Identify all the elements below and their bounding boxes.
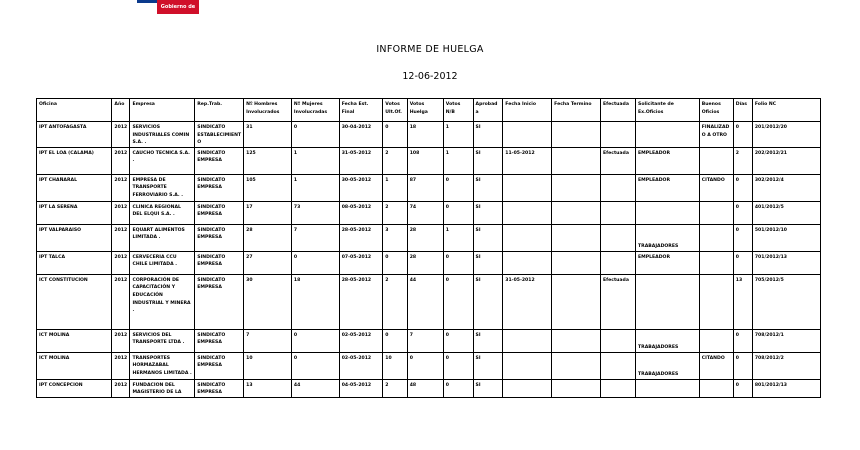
- cell-efectuada: Efectuada: [600, 147, 635, 174]
- cell-mujeres: 0: [291, 251, 339, 274]
- cell-buenos-oficios: [699, 274, 733, 329]
- cell-folio-nc: 708/2012/1: [752, 329, 820, 352]
- cell-mujeres: 0: [291, 329, 339, 352]
- header-votos-ult-of: Votos Ult.Of.: [383, 99, 407, 122]
- cell-dias: 0: [733, 201, 752, 224]
- cell-buenos-oficios: [699, 379, 733, 397]
- cell-votos-huelga: 28: [407, 251, 443, 274]
- cell-anio: 2012: [112, 122, 130, 148]
- header-folio-nc: Folio NC: [752, 99, 820, 122]
- cell-mujeres: 0: [291, 352, 339, 379]
- header-dias: Días: [733, 99, 752, 122]
- cell-anio: 2012: [112, 174, 130, 201]
- table-row: [37, 122, 821, 148]
- header-oficina: Oficina: [37, 99, 112, 122]
- cell-hombres: 7: [244, 329, 292, 352]
- cell-fecha-termino: [552, 379, 601, 397]
- table-row: [37, 329, 821, 352]
- cell-fecha-est-final: 02-05-2012: [339, 352, 383, 379]
- cell-oficina: IPT CONCEPCION: [37, 379, 112, 397]
- cell-fecha-inicio: 11-05-2012: [503, 147, 552, 174]
- header-fecha-est-final: Fecha Est. Final: [339, 99, 383, 122]
- cell-efectuada: [600, 352, 635, 379]
- cell-votos-nb: 1: [443, 122, 473, 148]
- cell-efectuada: [600, 224, 635, 251]
- cell-fecha-inicio: [503, 329, 552, 352]
- cell-votos-ult-of: 0: [383, 122, 407, 148]
- table-row: [37, 201, 821, 224]
- cell-mujeres: 73: [291, 201, 339, 224]
- cell-aprobada: SI: [473, 379, 503, 397]
- cell-buenos-oficios: [699, 147, 733, 174]
- cell-oficina: ICT CONSTITUCION: [37, 274, 112, 329]
- cell-fecha-est-final: 02-05-2012: [339, 329, 383, 352]
- cell-fecha-est-final: 28-05-2012: [339, 224, 383, 251]
- header-mujeres: Nº Mujeres Involucradas: [291, 99, 339, 122]
- cell-hombres: 30: [244, 274, 292, 329]
- cell-buenos-oficios: CITANDO: [699, 352, 733, 379]
- cell-rep-trab: SINDICATO EMPRESA: [195, 201, 244, 224]
- table-row: [37, 174, 821, 201]
- cell-fecha-inicio: [503, 122, 552, 148]
- table-row: [37, 251, 821, 274]
- cell-oficina: IPT TALCA: [37, 251, 112, 274]
- cell-solicitante: TRABAJADORES: [636, 329, 700, 352]
- cell-empresa: CERVECERIA CCU CHILE LIMITADA .: [130, 251, 195, 274]
- cell-empresa: SERVICIOS DEL TRANSPORTE LTDA .: [130, 329, 195, 352]
- cell-votos-nb: 0: [443, 174, 473, 201]
- cell-empresa: CAUCHO TECNICA S.A. .: [130, 147, 195, 174]
- cell-rep-trab: SINDICATO EMPRESA: [195, 147, 244, 174]
- cell-votos-ult-of: 0: [383, 329, 407, 352]
- cell-efectuada: [600, 122, 635, 148]
- cell-oficina: IPT ANTOFAGASTA: [37, 122, 112, 148]
- cell-votos-nb: 1: [443, 147, 473, 174]
- cell-rep-trab: SINDICATO ESTABLECIMIENTO: [195, 122, 244, 148]
- cell-solicitante: TRABAJADORES: [636, 224, 700, 251]
- cell-fecha-termino: [552, 122, 601, 148]
- cell-empresa: EQUART ALIMENTOS LIMITADA .: [130, 224, 195, 251]
- cell-mujeres: 1: [291, 147, 339, 174]
- cell-solicitante: EMPLEADOR: [636, 147, 700, 174]
- cell-aprobada: SI: [473, 274, 503, 329]
- cell-anio: 2012: [112, 201, 130, 224]
- cell-votos-ult-of: 2: [383, 201, 407, 224]
- cell-folio-nc: 401/2012/5: [752, 201, 820, 224]
- table-row: [37, 147, 821, 174]
- table-row: [37, 274, 821, 329]
- cell-efectuada: [600, 201, 635, 224]
- header-efectuada: Efectuada: [600, 99, 635, 122]
- cell-aprobada: SI: [473, 122, 503, 148]
- cell-fecha-termino: [552, 352, 601, 379]
- cell-votos-ult-of: 10: [383, 352, 407, 379]
- cell-mujeres: 44: [291, 379, 339, 397]
- cell-aprobada: SI: [473, 329, 503, 352]
- header-hombres: Nº Hombres Involucrados: [244, 99, 292, 122]
- cell-hombres: 105: [244, 174, 292, 201]
- cell-hombres: 10: [244, 352, 292, 379]
- cell-fecha-termino: [552, 174, 601, 201]
- cell-folio-nc: 501/2012/10: [752, 224, 820, 251]
- cell-fecha-est-final: 08-05-2012: [339, 201, 383, 224]
- cell-folio-nc: 202/2012/21: [752, 147, 820, 174]
- cell-empresa: EMPRESA DE TRANSPORTE FERROVIARIO S.A. .: [130, 174, 195, 201]
- cell-rep-trab: SINDICATO EMPRESA: [195, 224, 244, 251]
- table-row: [37, 352, 821, 379]
- cell-aprobada: SI: [473, 174, 503, 201]
- cell-fecha-inicio: [503, 201, 552, 224]
- cell-oficina: IPT CHAÑARAL: [37, 174, 112, 201]
- cell-anio: 2012: [112, 329, 130, 352]
- cell-votos-huelga: 0: [407, 352, 443, 379]
- header-rep-trab: Rep.Trab.: [195, 99, 244, 122]
- cell-buenos-oficios: CITANDO: [699, 174, 733, 201]
- cell-dias: 0: [733, 122, 752, 148]
- table-row: [37, 224, 821, 251]
- cell-anio: 2012: [112, 274, 130, 329]
- cell-oficina: IPT LA SERENA: [37, 201, 112, 224]
- cell-hombres: 27: [244, 251, 292, 274]
- cell-buenos-oficios: [699, 224, 733, 251]
- cell-anio: 2012: [112, 352, 130, 379]
- cell-fecha-termino: [552, 251, 601, 274]
- header-buenos-oficios: Buenos Oficios: [699, 99, 733, 122]
- cell-rep-trab: SINDICATO EMPRESA: [195, 174, 244, 201]
- cell-empresa: TRANSPORTES HORMAZABAL HERMANOS LIMITADA .: [130, 352, 195, 379]
- strike-report-table: [36, 98, 821, 398]
- cell-votos-huelga: 48: [407, 379, 443, 397]
- cell-efectuada: [600, 329, 635, 352]
- cell-empresa: CORPORACIÓN DE CAPACITACIÓN Y EDUCACIÓN INDUSTRIAL Y MINERA .: [130, 274, 195, 329]
- cell-votos-huelga: 18: [407, 122, 443, 148]
- gobierno-logo: [137, 0, 199, 24]
- header-aprobada: Aprobada: [473, 99, 503, 122]
- cell-dias: 0: [733, 224, 752, 251]
- cell-anio: 2012: [112, 379, 130, 397]
- cell-anio: 2012: [112, 251, 130, 274]
- cell-buenos-oficios: [699, 329, 733, 352]
- cell-mujeres: 18: [291, 274, 339, 329]
- cell-dias: 0: [733, 251, 752, 274]
- cell-fecha-inicio: [503, 251, 552, 274]
- cell-hombres: 17: [244, 201, 292, 224]
- cell-rep-trab: SINDICATO EMPRESA: [195, 379, 244, 397]
- cell-aprobada: SI: [473, 224, 503, 251]
- cell-fecha-inicio: [503, 379, 552, 397]
- cell-votos-huelga: 108: [407, 147, 443, 174]
- cell-fecha-est-final: 30-04-2012: [339, 122, 383, 148]
- cell-solicitante: TRABAJADORES: [636, 352, 700, 379]
- cell-fecha-est-final: 31-05-2012: [339, 147, 383, 174]
- cell-rep-trab: SINDICATO EMPRESA: [195, 274, 244, 329]
- cell-anio: 2012: [112, 147, 130, 174]
- cell-fecha-est-final: 07-05-2012: [339, 251, 383, 274]
- cell-fecha-inicio: [503, 352, 552, 379]
- cell-anio: 2012: [112, 224, 130, 251]
- report-date: 12-06-2012: [402, 71, 458, 82]
- cell-solicitante: [636, 274, 700, 329]
- cell-aprobada: SI: [473, 251, 503, 274]
- cell-rep-trab: SINDICATO EMPRESA: [195, 251, 244, 274]
- cell-fecha-termino: [552, 201, 601, 224]
- cell-votos-huelga: 87: [407, 174, 443, 201]
- cell-folio-nc: 708/2012/2: [752, 352, 820, 379]
- cell-folio-nc: 701/2012/13: [752, 251, 820, 274]
- cell-buenos-oficios: [699, 251, 733, 274]
- cell-dias: 0: [733, 329, 752, 352]
- cell-empresa: FUNDACION DEL MAGISTERIO DE LA: [130, 379, 195, 397]
- header-fecha-termino: Fecha Termino: [552, 99, 601, 122]
- cell-votos-ult-of: 3: [383, 224, 407, 251]
- cell-votos-ult-of: 2: [383, 147, 407, 174]
- cell-oficina: IPT VALPARAISO: [37, 224, 112, 251]
- cell-votos-nb: 0: [443, 379, 473, 397]
- cell-votos-ult-of: 0: [383, 251, 407, 274]
- cell-fecha-est-final: 04-05-2012: [339, 379, 383, 397]
- cell-fecha-inicio: [503, 174, 552, 201]
- cell-efectuada: [600, 251, 635, 274]
- cell-solicitante: [636, 122, 700, 148]
- cell-oficina: IPT EL LOA (CALAMA): [37, 147, 112, 174]
- cell-efectuada: Efectuada: [600, 274, 635, 329]
- cell-oficina: ICT MOLINA: [37, 352, 112, 379]
- cell-empresa: SERVICIOS INDUSTRIALES COMIN S.A. .: [130, 122, 195, 148]
- cell-fecha-est-final: 30-05-2012: [339, 174, 383, 201]
- cell-fecha-inicio: [503, 224, 552, 251]
- cell-mujeres: 1: [291, 174, 339, 201]
- cell-fecha-termino: [552, 329, 601, 352]
- cell-votos-huelga: 74: [407, 201, 443, 224]
- cell-dias: 0: [733, 352, 752, 379]
- cell-votos-huelga: 28: [407, 224, 443, 251]
- cell-votos-ult-of: 1: [383, 174, 407, 201]
- cell-fecha-termino: [552, 274, 601, 329]
- cell-dias: 2: [733, 147, 752, 174]
- cell-mujeres: 7: [291, 224, 339, 251]
- cell-solicitante: EMPLEADOR: [636, 174, 700, 201]
- cell-hombres: 31: [244, 122, 292, 148]
- cell-efectuada: [600, 379, 635, 397]
- cell-votos-nb: 0: [443, 329, 473, 352]
- cell-aprobada: SI: [473, 147, 503, 174]
- cell-dias: 0: [733, 379, 752, 397]
- cell-votos-huelga: 7: [407, 329, 443, 352]
- cell-solicitante: EMPLEADOR: [636, 251, 700, 274]
- cell-votos-ult-of: 2: [383, 379, 407, 397]
- cell-oficina: ICT MOLINA: [37, 329, 112, 352]
- cell-votos-nb: 0: [443, 274, 473, 329]
- cell-votos-ult-of: 2: [383, 274, 407, 329]
- logo-blue-bar: [137, 0, 157, 3]
- header-fecha-inicio: Fecha Inicio: [503, 99, 552, 122]
- cell-aprobada: SI: [473, 201, 503, 224]
- cell-mujeres: 0: [291, 122, 339, 148]
- cell-rep-trab: SINDICATO EMPRESA: [195, 352, 244, 379]
- logo-red-block: Gobierno de Chile: [157, 0, 199, 14]
- cell-dias: 0: [733, 174, 752, 201]
- cell-rep-trab: SINDICATO EMPRESA: [195, 329, 244, 352]
- cell-empresa: CLINICA REGIONAL DEL ELQUI S.A. .: [130, 201, 195, 224]
- cell-hombres: 13: [244, 379, 292, 397]
- cell-votos-huelga: 44: [407, 274, 443, 329]
- cell-hombres: 28: [244, 224, 292, 251]
- cell-buenos-oficios: [699, 201, 733, 224]
- cell-folio-nc: 302/2012/4: [752, 174, 820, 201]
- cell-hombres: 125: [244, 147, 292, 174]
- cell-folio-nc: 705/2012/5: [752, 274, 820, 329]
- cell-dias: 13: [733, 274, 752, 329]
- report-title: INFORME DE HUELGA: [376, 44, 484, 55]
- table-row: [37, 379, 821, 397]
- cell-aprobada: SI: [473, 352, 503, 379]
- cell-buenos-oficios: FINALIZADO A OTRO: [699, 122, 733, 148]
- cell-votos-nb: 0: [443, 352, 473, 379]
- table-header-row: [37, 99, 821, 122]
- cell-fecha-inicio: 31-05-2012: [503, 274, 552, 329]
- cell-fecha-termino: [552, 147, 601, 174]
- cell-folio-nc: 201/2012/20: [752, 122, 820, 148]
- header-anio: Año: [112, 99, 130, 122]
- cell-solicitante: [636, 379, 700, 397]
- header-votos-nb: Votos N/B: [443, 99, 473, 122]
- cell-fecha-est-final: 28-05-2012: [339, 274, 383, 329]
- header-votos-huelga: Votos Huelga: [407, 99, 443, 122]
- header-solicitante: Solicitante de Ex.Oficios: [636, 99, 700, 122]
- cell-votos-nb: 1: [443, 224, 473, 251]
- cell-fecha-termino: [552, 224, 601, 251]
- cell-solicitante: [636, 201, 700, 224]
- cell-votos-nb: 0: [443, 201, 473, 224]
- cell-efectuada: [600, 174, 635, 201]
- cell-votos-nb: 0: [443, 251, 473, 274]
- cell-folio-nc: 801/2012/13: [752, 379, 820, 397]
- header-empresa: Empresa: [130, 99, 195, 122]
